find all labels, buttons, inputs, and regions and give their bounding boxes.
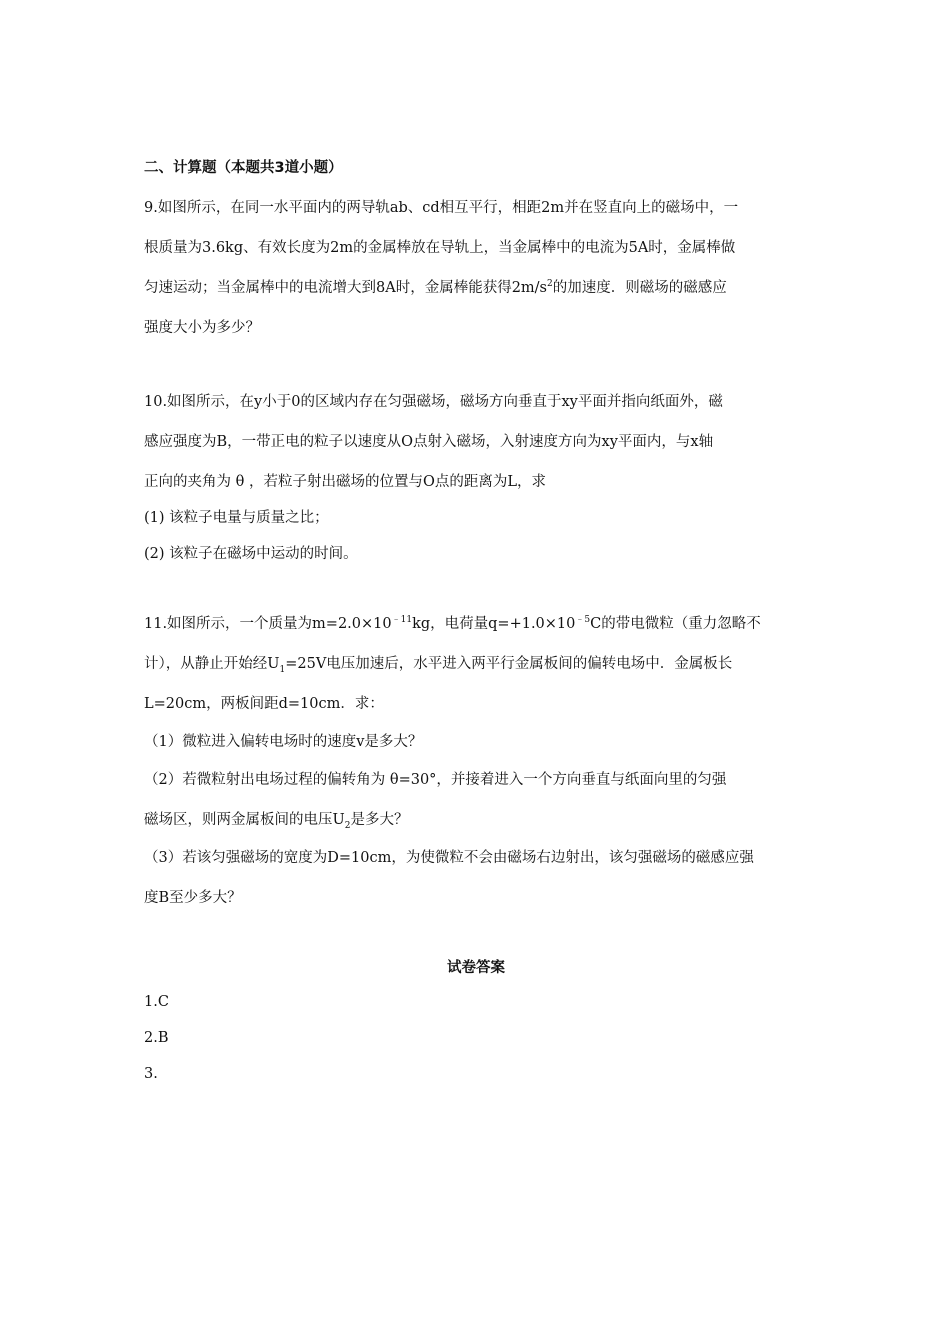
q11-line-1-text-c: C的带电微粒（重力忽略不 [590, 616, 761, 632]
q11-line-1-text-b: kg，电荷量q=+1.0×10 [412, 616, 576, 632]
q11-line-1-superscript-2: ﹣5 [575, 615, 591, 626]
q11-line-1-superscript-1: ﹣11 [391, 615, 413, 626]
q11-line-3: L=20cm，两板间距d=10cm．求： [144, 696, 384, 712]
q11-line-1 [144, 614, 761, 634]
q11-sub2-text-a: 磁场区，则两金属板间的电压U [144, 812, 345, 828]
q9-line-4: 强度大小为多少？ [144, 320, 260, 336]
q10-line-2: 感应强度为B，一带正电的粒子以速度从O点射入磁场，入射速度方向为xy平面内，与x轴 [144, 434, 714, 450]
q11-subquestion-2-line-1: （2）若微粒射出电场过程的偏转角为 θ=30°，并接着进入一个方向垂直与纸面向里的匀强 [144, 772, 727, 788]
q11-line-2-subscript: 1 [279, 664, 286, 675]
q10-line-3: 正向的夹角为 θ ，若粒子射出磁场的位置与O点的距离为L，求 [144, 474, 546, 490]
q9-line-1: 9.如图所示，在同一水平面内的两导轨ab、cd相互平行，相距2m并在竖直向上的磁场中，一 [144, 200, 739, 216]
q10-subquestion-1: (1) 该粒子电量与质量之比； [144, 510, 329, 526]
q9-line-3-text-b: 的加速度．则磁场的磁感应 [552, 280, 727, 296]
q11-line-1-text-a: 11.如图所示，一个质量为m=2.0×10 [144, 616, 392, 632]
answer-item-1: 1.C [144, 994, 169, 1010]
q11-line-2 [144, 654, 732, 674]
q11-line-2-text-a: 计），从静止开始经U [144, 656, 280, 672]
q11-subquestion-3-line-2: 度B至少多大？ [144, 890, 242, 906]
q11-sub2-subscript: 2 [344, 820, 351, 831]
q9-line-3 [144, 278, 727, 298]
q9-line-3-text-a: 匀速运动；当金属棒中的电流增大到8A时，金属棒能获得2m/s [144, 280, 547, 296]
section-heading: 二、计算题（本题共3道小题） [144, 160, 343, 176]
answers-title: 试卷答案 [447, 960, 505, 976]
answer-item-3: 3. [144, 1066, 158, 1082]
q11-subquestion-3-line-1: （3）若该匀强磁场的宽度为D=10cm，为使微粒不会由磁场右边射出，该匀强磁场的磁感应强 [144, 850, 754, 866]
q9-line-3-superscript: 2 [547, 279, 553, 290]
q11-subquestion-1: （1）微粒进入偏转电场时的速度v是多大？ [144, 734, 423, 750]
answer-item-2: 2.B [144, 1030, 169, 1046]
q10-line-1: 10.如图所示，在y小于0的区域内存在匀强磁场，磁场方向垂直于xy平面并指向纸面外，磁 [144, 394, 723, 410]
q11-sub2-text-b: 是多大？ [350, 812, 409, 828]
q11-subquestion-2-line-2 [144, 810, 408, 830]
q9-line-2: 根质量为3.6kg、有效长度为2m的金属棒放在导轨上，当金属棒中的电流为5A时，金属棒做 [144, 240, 736, 256]
q10-subquestion-2: (2) 该粒子在磁场中运动的时间。 [144, 546, 358, 562]
q11-line-2-text-b: =25V电压加速后，水平进入两平行金属板间的偏转电场中．金属板长 [285, 656, 733, 672]
